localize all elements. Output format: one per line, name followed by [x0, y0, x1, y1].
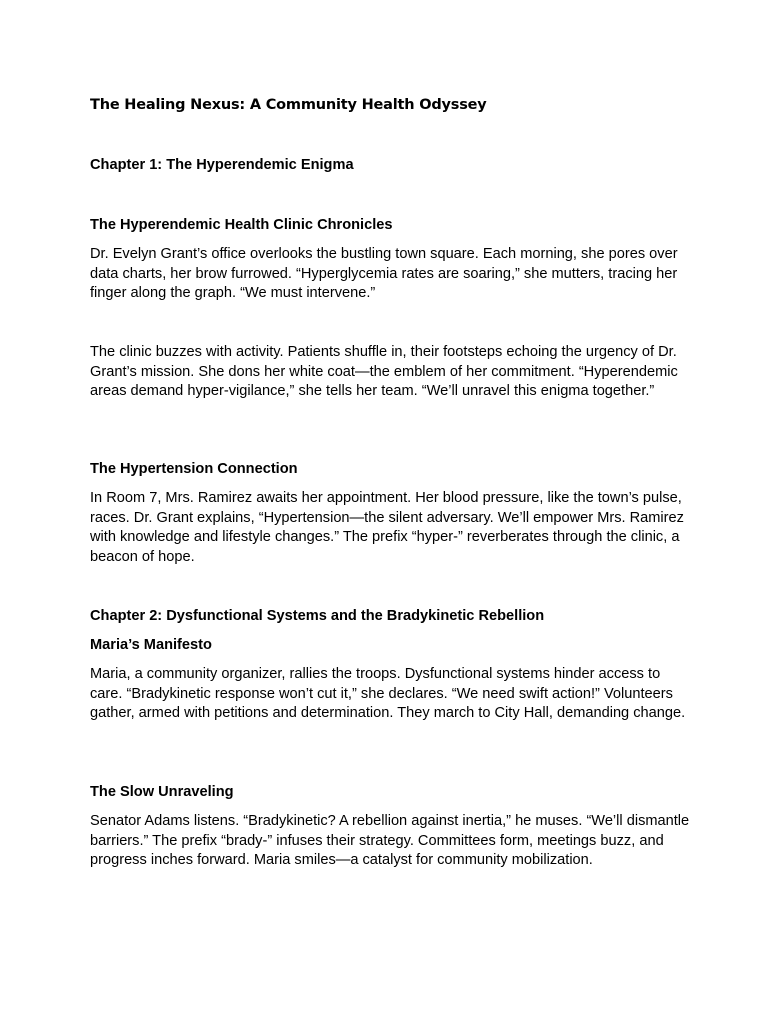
section-slow-unraveling-heading: The Slow Unraveling	[90, 784, 234, 800]
paragraph-hypertension: In Room 7, Mrs. Ramirez awaits her appointment. Her blood pressure, like the town’s pulse, races. Dr. Grant explains, “Hypertension—the silent adversary. We’ll empower Mrs. Ramirez with knowledge and lifestyle changes.” The prefix “hyper-” reverberates through the clinic, a beacon of hope.	[90, 490, 684, 565]
section-hypertension-heading: The Hypertension Connection	[90, 461, 298, 477]
section-maria-manifesto-heading: Maria’s Manifesto	[90, 637, 212, 653]
paragraph-maria-manifesto: Maria, a community organizer, rallies the troops. Dysfunctional systems hinder access to care. “Bradykinetic response won’t cut it,” she declares. “We need swift action!” Volunteers gather, armed with petitions and determination. They march to City Hall, demanding change.	[90, 666, 686, 721]
chapter-2-heading: Chapter 2: Dysfunctional Systems and the Bradykinetic Rebellion	[90, 608, 545, 624]
paragraph-clinic-office: Dr. Evelyn Grant’s office overlooks the bustling town square. Each morning, she pores over data charts, her brow furrowed. “Hyperglycemia rates are soaring,” she mutters, tracing her finger along the graph. “We must intervene.”	[90, 246, 678, 301]
chapter-1-heading: Chapter 1: The Hyperendemic Enigma	[90, 157, 354, 173]
section-clinic-chronicles-heading: The Hyperendemic Health Clinic Chronicles	[90, 217, 393, 233]
document-title: The Healing Nexus: A Community Health Odyssey	[90, 97, 487, 113]
paragraph-clinic-activity: The clinic buzzes with activity. Patients shuffle in, their footsteps echoing the urgency of Dr. Grant’s mission. She dons her white coat—the emblem of her commitment. “Hyperendemic areas demand hyper-vigilance,” she tells her team. “We’ll unravel this enigma together.”	[90, 344, 678, 399]
paragraph-slow-unraveling: Senator Adams listens. “Bradykinetic? A rebellion against inertia,” he muses. “We’ll dismantle barriers.” The prefix “brady-” infuses their strategy. Committees form, meetings buzz, and progress inches forward. Maria smiles—a catalyst for community mobilization.	[90, 813, 690, 868]
